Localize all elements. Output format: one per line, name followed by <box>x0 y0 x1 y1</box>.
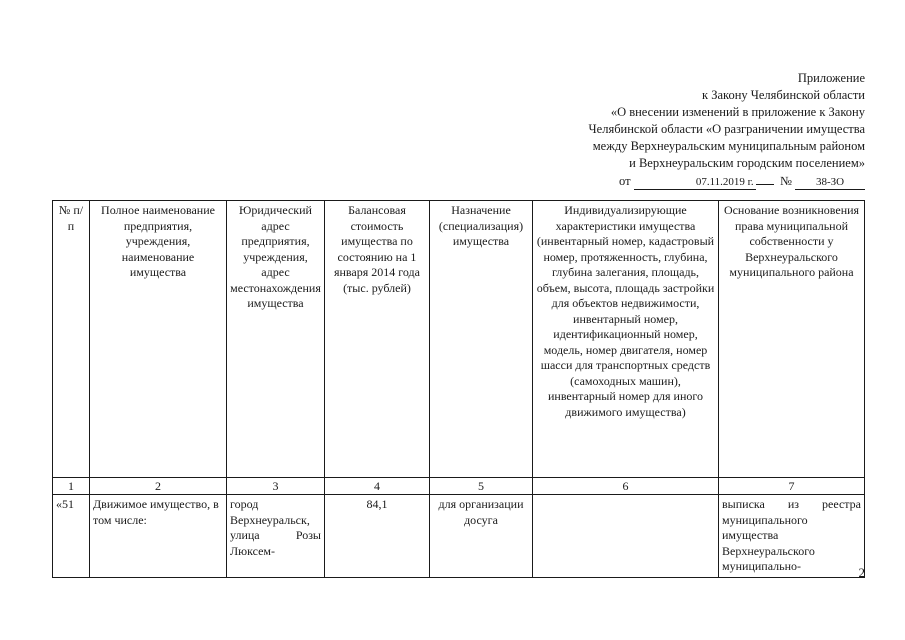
header-cell-characteristics: Индивидуализирующие характеристики имущества (инвентарный номер, кадастровый номер, протяженность, глубина, глубина залегания, площадь, объем, высота, площадь застройки для объектов недвижимости, инвентарный номер, идентификационный номер, модель, номер двигателя, номер шасси для транспортных средств (самоходных машин), инвентарный номер для иного движимого имущества) <box>533 201 719 478</box>
row-number: «51 <box>53 495 90 578</box>
row-basis: выписка из реестра муниципального имущества Верхнеуральского муниципально- <box>719 495 865 578</box>
header-line-5: между Верхнеуральским муниципальным районом <box>592 139 865 153</box>
column-number: 4 <box>325 478 430 495</box>
date-value: 07.11.2019 г. <box>634 176 756 190</box>
header-cell-number: № п/п <box>53 201 90 478</box>
date-number-line <box>525 172 865 190</box>
column-number-row <box>53 478 865 495</box>
header-cell-basis: Основание возникновения права муниципальной собственности у Верхнеуральского муниципального района <box>719 201 865 478</box>
table-header-row <box>53 201 865 478</box>
number-prefix: № <box>779 174 792 188</box>
row-name: Движимое имущество, в том числе: <box>90 495 227 578</box>
date-prefix: от <box>619 174 631 188</box>
page-number: 2 <box>858 565 865 580</box>
column-number: 2 <box>90 478 227 495</box>
document-header <box>525 70 865 190</box>
row-address: город Верхнеуральск, улица Розы Люксем- <box>227 495 325 578</box>
header-line-1: Приложение <box>797 71 865 85</box>
row-value: 84,1 <box>325 495 430 578</box>
header-line-2: к Закону Челябинской области <box>702 88 865 102</box>
number-value: 38-ЗО <box>795 176 865 190</box>
row-purpose: для организации досуга <box>430 495 533 578</box>
header-line-6: и Верхнеуральским городским поселением» <box>629 156 865 170</box>
header-line-3: «О внесении изменений в приложение к Закону <box>610 105 865 119</box>
header-line-4: Челябинской области «О разграничении имущества <box>588 122 865 136</box>
date-underline <box>756 172 774 185</box>
header-cell-address: Юридический адрес предприятия, учреждения, адрес местонахождения имущества <box>227 201 325 478</box>
column-number: 1 <box>53 478 90 495</box>
row-characteristics <box>533 495 719 578</box>
column-number: 7 <box>719 478 865 495</box>
header-cell-name: Полное наименование предприятия, учреждения, наименование имущества <box>90 201 227 478</box>
column-number: 5 <box>430 478 533 495</box>
property-table <box>52 200 865 578</box>
header-cell-value: Балансовая стоимость имущества по состоянию на 1 января 2014 года (тыс. рублей) <box>325 201 430 478</box>
header-cell-purpose: Назначение (специализация) имущества <box>430 201 533 478</box>
column-number: 6 <box>533 478 719 495</box>
table-row <box>53 495 865 578</box>
column-number: 3 <box>227 478 325 495</box>
